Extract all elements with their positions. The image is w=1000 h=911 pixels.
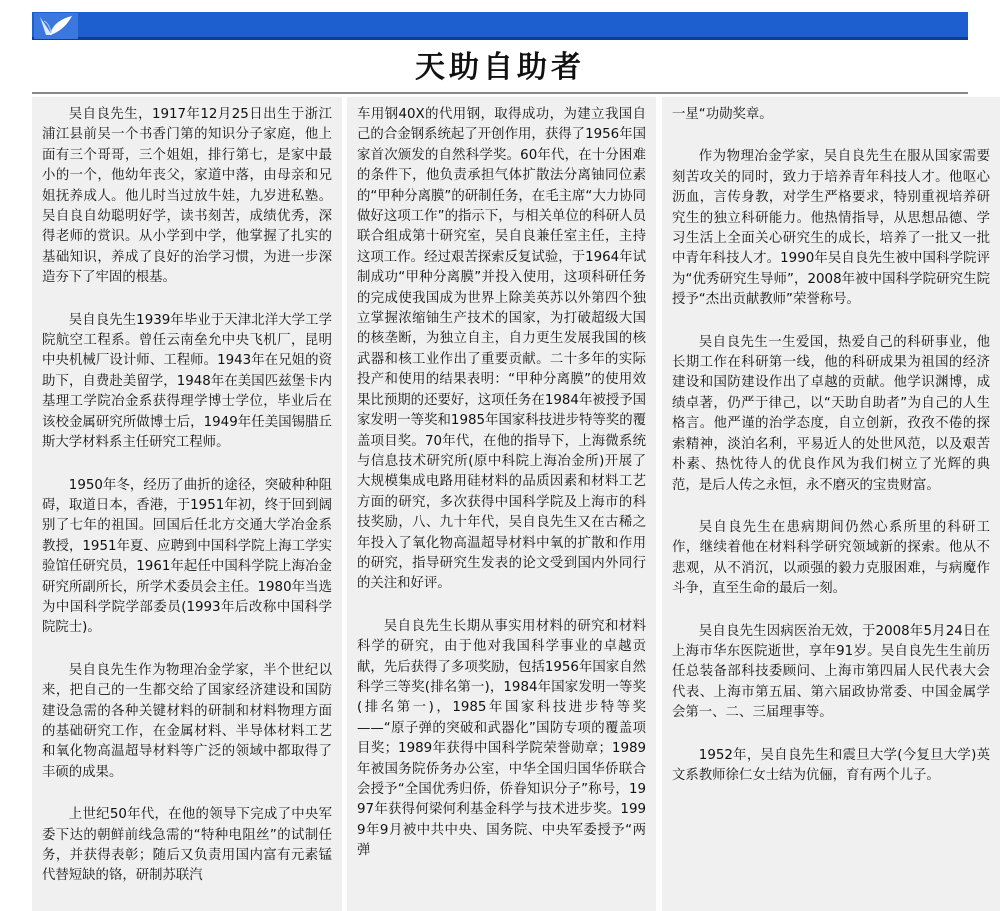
leaf-logo-icon	[34, 13, 78, 39]
paragraph: 吴自良先生作为物理冶金学家，半个世纪以来，把自己的一生都交给了国家经济建设和国防建设急需的各种关键材料的研制和材料物理方面的基础研究工作，在金属材料、半导体材料工艺和氧化物高温超导材料等广泛的领域中都取得了丰硕的成果。	[42, 662, 332, 780]
page-title: 天助自助者	[415, 50, 585, 85]
paragraph: 吴自良先生1939年毕业于天津北洋大学工学院航空工程系。曾任云南垒允中央飞机厂，昆明中央机械厂设计师、工程师。1943年在兄姐的资助下，自费赴美留学，1948年在美国匹兹堡卡内基理工学院冶金系获得理学博士学位，毕业后在该校金属研究所做博士后，1949年任美国锡腊丘斯大学材料系主任研究工程师。	[42, 312, 332, 451]
article-column-2	[347, 97, 656, 911]
paragraph: 作为物理冶金学家，吴自良先生在服从国家需要刻苦攻关的同时，致力于培养青年科技人才。他呕心沥血，言传身教，对学生严格要求，特别重视培养研究生的独立科研能力。他热情指导，从思想品德、学习生活上全面关心研究生的成长，培养了一批又一批中青年科技人才。1990年吴自良先生被中国科学院评为“优秀研究生导师”，2008年被中国科学院研究生院授予“杰出贡献教师”荣誉称号。	[672, 149, 990, 308]
paragraph: 吴自良先生在患病期间仍然心系所里的科研工作，继续着他在材料科学研究领域新的探索。他从不悲观，从不消沉，以顽强的毅力克服困难，与病魔作斗争，直至生命的最后一刻。	[672, 519, 990, 597]
paragraph: 吴自良先生因病医治无效，于2008年5月24日在上海市华东医院逝世，享年91岁。吴自良先生生前历任总装备部科技委顾问、上海市第四届人民代表大会代表、上海市第五届、第六届政协常委、中国金属学会第一、二、三届理事等。	[672, 623, 990, 721]
paragraph: 吴自良先生，1917年12月25日出生于浙江浦江县前吴一个书香门第的知识分子家庭，他上面有三个哥哥，三个姐姐，排行第七，是家中最小的一个，他幼年丧父，家道中落，由母亲和兄姐抚养成人。他儿时当过放牛娃，九岁进私塾。吴自良自幼聪明好学，读书刻苦，成绩优秀，深得老师的赏识。从小学到中学，他掌握了扎实的基础知识，养成了良好的治学习惯，为进一步深造夯下了牢固的根基。	[42, 107, 332, 286]
paragraph: 1952年，吴自良先生和震旦大学(今复旦大学)英文系教师徐仁女士结为伉俪，育有两个儿子。	[672, 747, 990, 783]
article-column-3	[662, 97, 1000, 911]
paragraph: 上世纪50年代，在他的领导下完成了中央军委下达的朝鲜前线急需的“特种电阻丝”的试制任务，并获得表彰；随后又负责用国内富有元素锰代替短缺的铬，研制苏联汽	[42, 807, 332, 884]
paragraph: 吴自良先生长期从事实用材料的研究和材料科学的研究，由于他对我国科学事业的卓越贡献，先后获得了多项奖励，包括1956年国家自然科学三等奖(排名第一)，1984年国家发明一等奖(排名第一)，1985年国家科技进步特等奖——“原子弹的突破和武器化”国防专项的覆盖项目奖；1989年获得中国科学院荣誉勋章；1989年被国务院侨务办公室，中华全国归国华侨联合会授予“全国优秀归侨，侨眷知识分子”称号，1997年获得何梁何利基金科学与技术进步奖。1999年9月被中共中央、国务院、中央军委授予“两弹	[357, 618, 646, 859]
paragraph: 1950年冬，经历了曲折的途径，突破种种阻碍，取道日本，香港，于1951年初，终于回到阔别了七年的祖国。回国后任北方交通大学冶金系教授，1951年夏、应聘到中国科学院上海工学实验馆任研究员，1961年起任中国科学院上海冶金研究所副所长，所学术委员会主任。1980年当选为中国科学院学部委员(1993年后改称中国科学院院士)。	[42, 477, 332, 636]
paragraph: 一星“功勋奖章。	[672, 107, 773, 122]
article-column-1	[32, 97, 342, 911]
paragraph: 吴自良先生一生爱国，热爱自己的科研事业，他长期工作在科研第一线，他的科研成果为祖国的经济建设和国防建设作出了卓越的贡献。他学识渊博，成绩卓著，仍严于律己，以“天助自助者”为自己的人生格言。他严谨的治学态度，自立创新，孜孜不倦的探索精神，淡泊名利，平易近人的处世风范，以及艰苦朴素、热忱待人的优良作风为我们树立了光辉的典范，是后人传之永恒，永不磨灭的宝贵财富。	[672, 334, 990, 493]
header-bar	[32, 12, 968, 40]
title-divider	[32, 92, 968, 94]
paragraph: 车用钢40X的代用钢，取得成功，为建立我国自己的合金钢系统起了开创作用，获得了1956年国家首次颁发的自然科学奖。60年代，在十分困难的条件下，他负责承担气体扩散法分离铀同位素的“甲种分离膜”的研制任务，在毛主席“大力协同做好这项工作”的指示下，与相关单位的科研人员联合组成第十研究室，吴自良兼任室主任，主持这项工作。经过艰苦探索反复试验，于1964年试制成功“甲种分离膜”并投入使用，这项科研任务的完成使我国成为世界上除美英苏以外第四个独立掌握浓缩铀生产技术的国家，为打破超级大国的核垄断，为独立自主，自力更生发展我国的核武器和核工业作出了重要贡献。二十多年的实际投产和使用的结果表明：“甲种分离膜”的使用效果比预期的还要好，这项任务在1984年被授予国家发明一等奖和1985年国家科技进步特等奖的覆盖项目奖。70年代，在他的指导下，上海微系统与信息技术研究所(原中科院上海冶金所)开展了大规模集成电路用硅材料的品质因素和材料工艺方面的研究，多次获得中国科学院及上海市的科技奖励，八、九十年代，吴自良先生又在古稀之年投入了氧化物高温超导材料中氧的扩散和作用的研究，指导研究生发表的论文受到国内外同行的关注和好评。	[357, 107, 646, 592]
